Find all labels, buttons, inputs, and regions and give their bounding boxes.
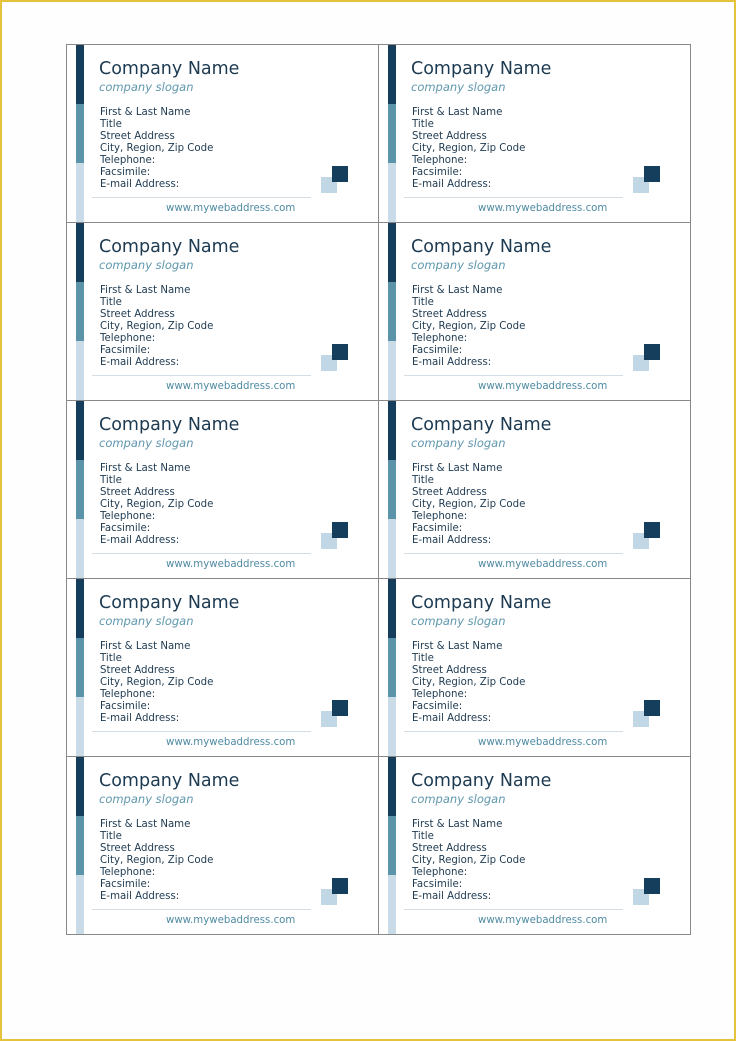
website-link: www.mywebaddress.com [478, 381, 608, 392]
email-label: E-mail Address: [100, 535, 180, 546]
divider [404, 909, 623, 910]
accent-bar-light [76, 697, 84, 756]
accent-bar-light [388, 697, 396, 756]
telephone-label: Telephone: [412, 333, 468, 344]
company-name: Company Name [99, 593, 240, 613]
contact-details [100, 819, 213, 903]
facsimile-label: Facsimile: [100, 167, 151, 178]
street-address: Street Address [100, 131, 175, 142]
business-card [66, 400, 378, 578]
street-address: Street Address [412, 665, 487, 676]
person-name: First & Last Name [100, 463, 191, 474]
facsimile-label: Facsimile: [100, 345, 151, 356]
contact-details [412, 463, 525, 547]
business-card-sheet [66, 44, 691, 935]
person-name: First & Last Name [412, 819, 503, 830]
street-address: Street Address [412, 843, 487, 854]
accent-bar-light [388, 163, 396, 222]
telephone-label: Telephone: [100, 155, 156, 166]
contact-details [412, 285, 525, 369]
accent-bar-mid [76, 104, 84, 163]
street-address: Street Address [100, 843, 175, 854]
accent-bar-dark [76, 401, 84, 460]
divider [92, 909, 311, 910]
website-link: www.mywebaddress.com [478, 737, 608, 748]
email-label: E-mail Address: [412, 179, 492, 190]
accent-bar-dark [76, 757, 84, 816]
logo-square-dark [332, 522, 348, 538]
city-region-zip: City, Region, Zip Code [100, 855, 214, 866]
company-name: Company Name [99, 771, 240, 791]
accent-bar-mid [388, 816, 396, 875]
city-region-zip: City, Region, Zip Code [412, 677, 526, 688]
company-slogan: company slogan [411, 80, 506, 94]
person-name: First & Last Name [100, 285, 191, 296]
divider [92, 375, 311, 376]
person-name: First & Last Name [412, 107, 503, 118]
company-name: Company Name [411, 593, 552, 613]
accent-bar-light [76, 519, 84, 578]
city-region-zip: City, Region, Zip Code [412, 143, 526, 154]
company-name: Company Name [411, 237, 552, 257]
person-title: Title [412, 831, 434, 842]
website-link: www.mywebaddress.com [166, 737, 296, 748]
company-slogan: company slogan [411, 614, 506, 628]
person-title: Title [412, 475, 434, 486]
facsimile-label: Facsimile: [412, 701, 463, 712]
street-address: Street Address [412, 487, 487, 498]
person-title: Title [100, 297, 122, 308]
website-link: www.mywebaddress.com [166, 559, 296, 570]
person-name: First & Last Name [100, 641, 191, 652]
accent-bar-mid [388, 282, 396, 341]
email-label: E-mail Address: [100, 179, 180, 190]
street-address: Street Address [412, 309, 487, 320]
city-region-zip: City, Region, Zip Code [100, 677, 214, 688]
logo-square-dark [332, 878, 348, 894]
divider [92, 553, 311, 554]
facsimile-label: Facsimile: [412, 523, 463, 534]
facsimile-label: Facsimile: [412, 345, 463, 356]
accent-bar-dark [388, 223, 396, 282]
person-title: Title [412, 653, 434, 664]
accent-bar-mid [76, 282, 84, 341]
website-link: www.mywebaddress.com [478, 915, 608, 926]
accent-bar-mid [76, 638, 84, 697]
business-card [378, 578, 690, 756]
contact-details [100, 107, 213, 191]
accent-bar-dark [388, 579, 396, 638]
divider [404, 553, 623, 554]
person-title: Title [100, 653, 122, 664]
business-card [66, 222, 378, 400]
website-link: www.mywebaddress.com [166, 203, 296, 214]
street-address: Street Address [100, 309, 175, 320]
company-name: Company Name [99, 59, 240, 79]
company-slogan: company slogan [411, 436, 506, 450]
divider [92, 197, 311, 198]
company-name: Company Name [411, 59, 552, 79]
email-label: E-mail Address: [100, 357, 180, 368]
facsimile-label: Facsimile: [100, 701, 151, 712]
logo-square-dark [644, 344, 660, 360]
company-name: Company Name [411, 771, 552, 791]
city-region-zip: City, Region, Zip Code [412, 321, 526, 332]
email-label: E-mail Address: [100, 713, 180, 724]
email-label: E-mail Address: [100, 891, 180, 902]
business-card [66, 756, 378, 934]
accent-bar-light [388, 875, 396, 934]
email-label: E-mail Address: [412, 357, 492, 368]
business-card [66, 44, 378, 222]
business-card [378, 400, 690, 578]
accent-bar-light [388, 341, 396, 400]
business-card [378, 756, 690, 934]
city-region-zip: City, Region, Zip Code [412, 855, 526, 866]
person-title: Title [412, 119, 434, 130]
telephone-label: Telephone: [412, 689, 468, 700]
company-slogan: company slogan [411, 258, 506, 272]
facsimile-label: Facsimile: [412, 167, 463, 178]
company-slogan: company slogan [411, 792, 506, 806]
contact-details [412, 641, 525, 725]
street-address: Street Address [100, 487, 175, 498]
contact-details [412, 107, 525, 191]
logo-square-dark [644, 878, 660, 894]
person-name: First & Last Name [412, 285, 503, 296]
facsimile-label: Facsimile: [412, 879, 463, 890]
city-region-zip: City, Region, Zip Code [100, 143, 214, 154]
website-link: www.mywebaddress.com [166, 381, 296, 392]
city-region-zip: City, Region, Zip Code [100, 321, 214, 332]
accent-bar-light [388, 519, 396, 578]
accent-bar-mid [76, 460, 84, 519]
email-label: E-mail Address: [412, 713, 492, 724]
telephone-label: Telephone: [100, 333, 156, 344]
business-card [66, 578, 378, 756]
company-slogan: company slogan [99, 614, 194, 628]
telephone-label: Telephone: [100, 689, 156, 700]
contact-details [100, 463, 213, 547]
business-card [378, 222, 690, 400]
city-region-zip: City, Region, Zip Code [412, 499, 526, 510]
divider [404, 731, 623, 732]
email-label: E-mail Address: [412, 891, 492, 902]
company-slogan: company slogan [99, 80, 194, 94]
divider [92, 731, 311, 732]
telephone-label: Telephone: [412, 867, 468, 878]
facsimile-label: Facsimile: [100, 879, 151, 890]
logo-square-dark [332, 344, 348, 360]
company-slogan: company slogan [99, 436, 194, 450]
logo-square-dark [644, 700, 660, 716]
logo-square-dark [644, 522, 660, 538]
accent-bar-light [76, 163, 84, 222]
street-address: Street Address [412, 131, 487, 142]
contact-details [412, 819, 525, 903]
telephone-label: Telephone: [412, 511, 468, 522]
accent-bar-mid [76, 816, 84, 875]
street-address: Street Address [100, 665, 175, 676]
person-name: First & Last Name [412, 641, 503, 652]
person-name: First & Last Name [412, 463, 503, 474]
company-name: Company Name [99, 415, 240, 435]
accent-bar-mid [388, 460, 396, 519]
telephone-label: Telephone: [100, 867, 156, 878]
divider [404, 375, 623, 376]
business-card [378, 44, 690, 222]
person-title: Title [412, 297, 434, 308]
logo-square-dark [332, 166, 348, 182]
person-title: Title [100, 831, 122, 842]
website-link: www.mywebaddress.com [478, 559, 608, 570]
logo-square-dark [644, 166, 660, 182]
divider [404, 197, 623, 198]
accent-bar-dark [388, 401, 396, 460]
person-name: First & Last Name [100, 107, 191, 118]
company-name: Company Name [411, 415, 552, 435]
accent-bar-mid [388, 104, 396, 163]
accent-bar-dark [388, 45, 396, 104]
company-name: Company Name [99, 237, 240, 257]
facsimile-label: Facsimile: [100, 523, 151, 534]
website-link: www.mywebaddress.com [166, 915, 296, 926]
accent-bar-dark [388, 757, 396, 816]
company-slogan: company slogan [99, 792, 194, 806]
person-title: Title [100, 475, 122, 486]
logo-square-dark [332, 700, 348, 716]
contact-details [100, 641, 213, 725]
person-name: First & Last Name [100, 819, 191, 830]
company-slogan: company slogan [99, 258, 194, 272]
accent-bar-dark [76, 223, 84, 282]
accent-bar-light [76, 875, 84, 934]
telephone-label: Telephone: [412, 155, 468, 166]
city-region-zip: City, Region, Zip Code [100, 499, 214, 510]
telephone-label: Telephone: [100, 511, 156, 522]
accent-bar-mid [388, 638, 396, 697]
accent-bar-dark [76, 45, 84, 104]
accent-bar-light [76, 341, 84, 400]
email-label: E-mail Address: [412, 535, 492, 546]
accent-bar-dark [76, 579, 84, 638]
contact-details [100, 285, 213, 369]
website-link: www.mywebaddress.com [478, 203, 608, 214]
person-title: Title [100, 119, 122, 130]
